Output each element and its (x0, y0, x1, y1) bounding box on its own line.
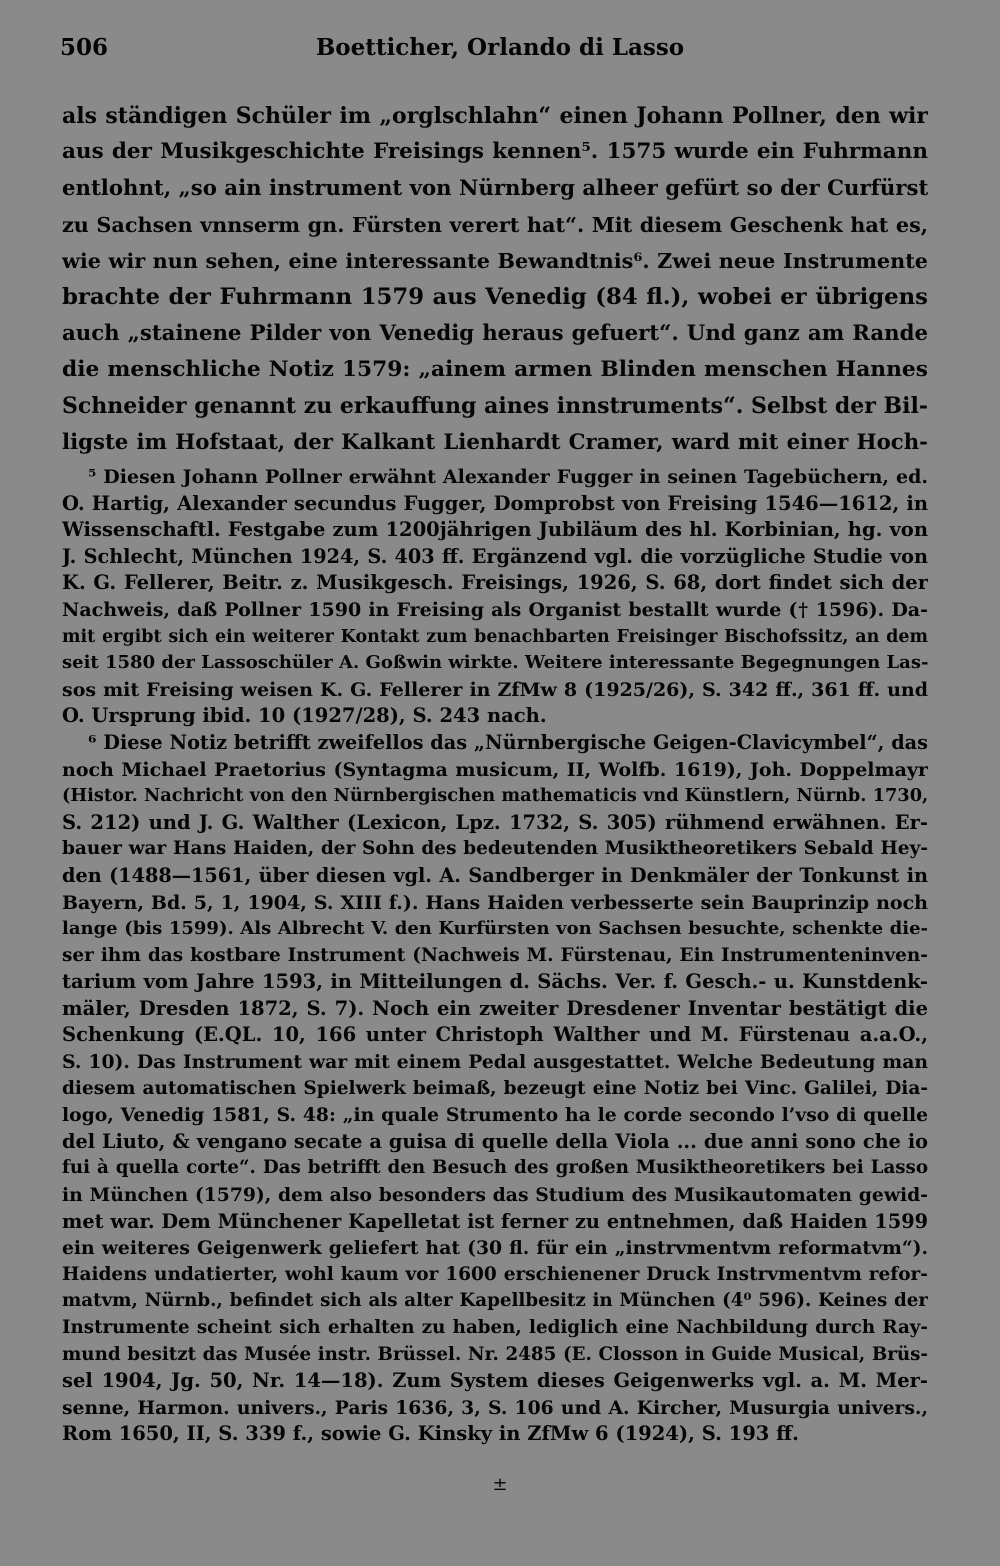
footnote-line: S. 212) und J. G. Walther (Lexicon, Lpz. 1732, S. 305) rühmend erwähnen. Er- (62, 810, 928, 834)
footnote-line: den (1488—1561, über diesen vgl. A. Sandberger in Denkmäler der Tonkunst in (62, 863, 928, 887)
footnote-line: K. G. Fellerer, Beitr. z. Musikgesch. Freisings, 1926, S. 68, dort findet sich der (62, 571, 928, 595)
footnote-line: mäler, Dresden 1872, S. 7). Noch ein zweiter Dresdener Inventar bestätigt die (62, 996, 928, 1020)
body-line: Schneider genannt zu erkauffung aines innstruments“. Selbst der Bil- (62, 393, 928, 420)
footnote-line: lange (bis 1599). Als Albrecht V. den Kurfürsten von Sachsen besuchte, schenkte die- (62, 918, 928, 940)
footnote-line: Nachweis, daß Pollner 1590 in Freising als Organist bestallt wurde († 1596). Da- (62, 598, 928, 621)
main-text (62, 98, 928, 461)
body-line: als ständigen Schüler im „orglschlahn“ einen Johann Pollner, den wir (62, 103, 928, 129)
body-line: auch „stainene Pilder von Venedig heraus gefuert“. Und ganz am Rande (62, 320, 928, 346)
footnote-line: S. 10). Das Instrument war mit einem Pedal ausgestattet. Welche Bedeutung man (62, 1051, 928, 1074)
footnote-line: O. Hartig, Alexander secundus Fugger, Domprobst von Freising 1546—1612, in (62, 491, 928, 515)
footnote-line: met war. Dem Münchener Kapelletat ist ferner zu entnehmen, daß Haiden 1599 (62, 1209, 928, 1233)
footnote-line: seit 1580 der Lassoschüler A. Goßwin wirkte. Weitere interessante Begegnungen Las- (62, 652, 928, 674)
footnote-line: ein weiteres Geigenwerk geliefert hat (30 fl. für ein „instrvmentvm reformatvm“). (62, 1237, 928, 1260)
footnote-line: tarium vom Jahre 1593, in Mitteilungen d. Sächs. Ver. f. Gesch.- u. Kunstdenk- (62, 970, 928, 994)
page-header (0, 34, 1000, 74)
footnote-line: bauer war Hans Haiden, der Sohn des bedeutenden Musiktheoretikers Sebald Hey- (62, 838, 928, 860)
footnote-line: ⁵ Diesen Johann Pollner erwähnt Alexander Fugger in seinen Tagebüchern, ed. (88, 466, 928, 488)
signature-mark: ± (492, 1474, 508, 1495)
footnote-line: fui à quella corte“. Das betrifft den Besuch des großen Musiktheoretikers bei Lasso (62, 1157, 928, 1179)
footnote-line: ⁶ Diese Notiz betrifft zweifellos das „Nürnbergische Geigen-Clavicymbel“, das (88, 730, 928, 754)
footnote-line: Instrumente scheint sich erhalten zu haben, lediglich eine Nachbildung durch Ray- (62, 1317, 928, 1338)
footnote-line: (Histor. Nachricht von den Nürnbergischen mathematicis vnd Künstlern, Nürnb. 1730, (62, 785, 928, 807)
body-line: entlohnt, „so ain instrument von Nürnberg alheer gefürt so der Curfürst (62, 175, 928, 201)
footnote-line: sel 1904, Jg. 50, Nr. 14—18). Zum System dieses Geigenwerks vgl. a. M. Mer- (62, 1369, 928, 1393)
footnote-line: noch Michael Praetorius (Syntagma musicum, II, Wolfb. 1619), Joh. Doppelmayr (62, 758, 928, 781)
footnote-line: senne, Harmon. univers., Paris 1636, 3, S. 106 und A. Kircher, Musurgia univers., (62, 1396, 928, 1419)
footnote-line: J. Schlecht, München 1924, S. 403 ff. Ergänzend vgl. die vorzügliche Studie von (62, 544, 928, 568)
body-line: die menschliche Notiz 1579: „ainem armen Blinden menschen Hannes (62, 357, 928, 383)
body-line: ligste im Hofstaat, der Kalkant Lienhardt Cramer, ward mit einer Hoch- (62, 429, 928, 455)
body-line: zu Sachsen vnnserm gn. Fürsten verert hat“. Mit diesem Geschenk hat es, (62, 212, 928, 237)
footnote-line: O. Ursprung ibid. 10 (1927/28), S. 243 nach. (62, 704, 547, 728)
footnote-line: mit ergibt sich ein weiterer Kontakt zum benachbarten Freisinger Bischofssitz, an dem (62, 626, 928, 647)
footnote-line: logo, Venedig 1581, S. 48: „in quale Strumento ha le corde secondo l’vso di quelle (62, 1104, 928, 1127)
footnote-line: Rom 1650, II, S. 339 f., sowie G. Kinsky in ZfMw 6 (1924), S. 193 ff. (62, 1422, 799, 1446)
footnotes (62, 464, 928, 1448)
footnote-line: ser ihm das kostbare Instrument (Nachweis M. Fürstenau, Ein Instrumenteninven- (62, 944, 928, 966)
footnote-line: Bayern, Bd. 5, 1, 1904, S. XIII f.). Hans Haiden verbesserte sein Bauprinzip noch (62, 891, 928, 914)
body-line: aus der Musikgeschichte Freisings kennen⁵. 1575 wurde ein Fuhrmann (62, 139, 928, 165)
footnote-line: sos mit Freising weisen K. G. Fellerer in ZfMw 8 (1925/26), S. 342 ff., 361 ff. und (62, 678, 928, 701)
footnote-line: mund besitzt das Musée instr. Brüssel. Nr. 2485 (E. Closson in Guide Musical, Brüs- (62, 1343, 928, 1365)
footnote-line: in München (1579), dem also besonders das Studium des Musikautomaten gewid- (62, 1184, 928, 1207)
footnote-line: diesem automatischen Spielwerk beimaß, bezeugt eine Notiz bei Vinc. Galilei, Dia- (62, 1077, 928, 1099)
running-title: Boetticher, Orlando di Lasso (315, 34, 685, 61)
footnote-line: del Liuto, & vengano secate a guisa di quelle della Viola ... due anni sono che io (62, 1129, 928, 1153)
page-number: 506 (60, 34, 109, 61)
body-line: brachte der Fuhrmann 1579 aus Venedig (84 fl.), wobei er übrigens (62, 284, 928, 311)
footnote-line: matvm, Nürnb., befindet sich als alter Kapellbesitz in München (4⁰ 596). Keines der (62, 1290, 928, 1312)
footnote-line: Schenkung (E.QL. 10, 166 unter Christoph Walther und M. Fürstenau a.a.O., (62, 1023, 928, 1047)
body-line: wie wir nun sehen, eine interessante Bewandtnis⁶. Zwei neue Instrumente (62, 249, 928, 274)
footnote-line: Haidens undatierter, wohl kaum vor 1600 erschienener Druck Instrvmentvm refor- (62, 1263, 928, 1285)
footnote-line: Wissenschaftl. Festgabe zum 1200jährigen Jubiläum des hl. Korbinian, hg. von (62, 518, 928, 542)
